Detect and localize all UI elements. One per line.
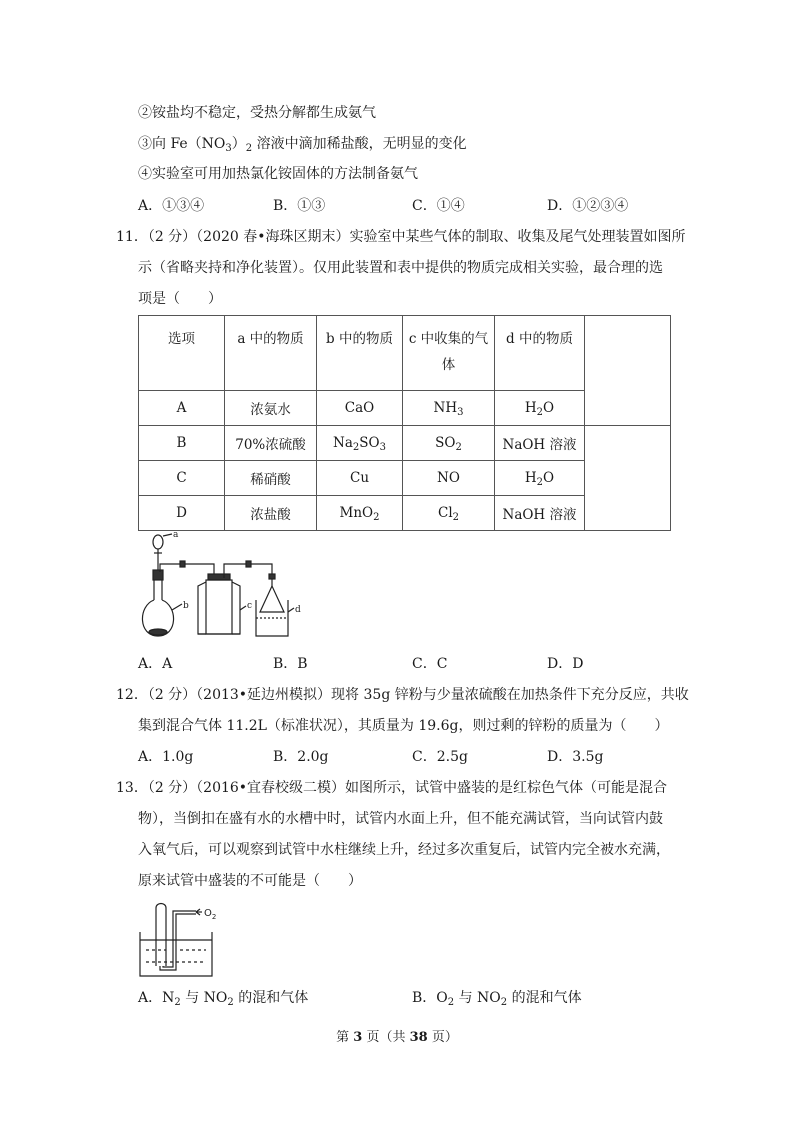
q13-stem-line-2: 物），当倒扣在盛有水的水槽中时，试管内水面上升，但不能充满试管，当向试管内鼓 bbox=[138, 811, 663, 827]
q12-option-b: B．2.0g bbox=[273, 749, 329, 765]
table-cell: 浓盐酸 bbox=[225, 496, 317, 531]
table-cell: 浓氨水 bbox=[225, 391, 317, 426]
q11-option-c: C．C bbox=[412, 656, 448, 672]
table-cell: $H_2O$ bbox=[495, 461, 585, 496]
q11-apparatus-diagram bbox=[136, 528, 316, 644]
table-cell: $H_2O$ bbox=[495, 391, 585, 426]
table-header-row bbox=[139, 316, 671, 391]
page-footer: 第 3 页（共 38 页） bbox=[336, 1030, 458, 1045]
q13-stem-line-1: 13．（2 分）（2016•宜春校级二模）如图所示，试管中盛装的是红棕色气体（可能是混合 bbox=[116, 780, 668, 796]
q11-table bbox=[138, 315, 671, 531]
q12-option-c: C．2.5g bbox=[412, 749, 468, 765]
q10-item-3: ③向 $Fe(NO_3)_2$ 溶液中滴加稀盐酸，无明显的变化 bbox=[138, 136, 467, 154]
q13-option-b: B．$O_2$ 与 $NO_2$ 的混和气体 bbox=[412, 990, 582, 1008]
table-cell: C bbox=[139, 461, 225, 496]
table-cell: NaOH 溶液 bbox=[495, 496, 585, 531]
q10-option-a: A．①③④ bbox=[138, 198, 205, 214]
diagram-label-b: b bbox=[183, 601, 189, 611]
table-cell: MnO$_2$ bbox=[317, 496, 403, 531]
q12-stem-line-2: 集到混合气体 11.2L（标准状况），其质量为 19.6g，则过剩的锌粉的质量为（ ） bbox=[138, 718, 669, 734]
table-cell: $Na_2SO_3$ bbox=[317, 426, 403, 461]
diagram-label-c: c bbox=[247, 601, 253, 611]
table-cell: A bbox=[139, 391, 225, 426]
q13-test-tube-diagram bbox=[136, 900, 236, 980]
q10-item-4: ④实验室可用加热氯化铵固体的方法制备氨气 bbox=[138, 166, 418, 182]
q10-option-d: D．①②③④ bbox=[547, 198, 629, 214]
header-d: d 中的物质 bbox=[495, 316, 585, 391]
table-cell: CaO bbox=[317, 391, 403, 426]
table-cell: B bbox=[139, 426, 225, 461]
q10-item-2: ②铵盐均不稳定，受热分解都生成氨气 bbox=[138, 105, 376, 121]
header-option: 选项 bbox=[139, 316, 225, 391]
q12-option-a: A．1.0g bbox=[138, 749, 194, 765]
q13-stem-line-3: 入氧气后，可以观察到试管中水柱继续上升，经过多次重复后，试管内完全被水充满， bbox=[138, 842, 670, 858]
q11-stem-line-2: 示（省略夹持和净化装置）。仅用此装置和表中提供的物质完成相关实验，最合理的选 bbox=[138, 260, 663, 276]
table-row bbox=[139, 426, 671, 461]
o2-label: $O_2$ bbox=[204, 908, 217, 921]
header-a: a 中的物质 bbox=[225, 316, 317, 391]
table-cell-blank bbox=[585, 426, 671, 531]
q13-stem-line-4: 原来试管中盛装的不可能是（ ） bbox=[138, 873, 362, 889]
table-cell: NaOH 溶液 bbox=[495, 426, 585, 461]
q11-stem-line-1: 11．（2 分）（2020 春•海珠区期末）实验室中某些气体的制取、收集及尾气处理装置如图所 bbox=[116, 229, 686, 245]
table-cell: $NH_3$ bbox=[403, 391, 495, 426]
q12-stem-line-1: 12．（2 分）（2013•延边州模拟）现将 35g 锌粉与少量浓硫酸在加热条件下充分反应，共收 bbox=[116, 687, 689, 703]
table-cell: 稀硝酸 bbox=[225, 461, 317, 496]
diagram-label-d: d bbox=[295, 605, 301, 615]
q11-option-d: D．D bbox=[547, 656, 584, 672]
q11-option-a: A．A bbox=[138, 656, 173, 672]
diagram-label-a: a bbox=[173, 530, 179, 540]
q11-stem-line-3: 项是（ ） bbox=[138, 291, 222, 307]
q11-option-b: B．B bbox=[273, 656, 308, 672]
q13-option-a: A．$N_2$ 与 $NO_2$ 的混和气体 bbox=[138, 990, 309, 1008]
header-blank bbox=[585, 316, 671, 426]
q10-option-b: B．①③ bbox=[273, 198, 326, 214]
table-cell: $Cl_2$ bbox=[403, 496, 495, 531]
header-b: b 中的物质 bbox=[317, 316, 403, 391]
q12-option-d: D．3.5g bbox=[547, 749, 604, 765]
q10-option-c: C．①④ bbox=[412, 198, 465, 214]
table-cell: NO bbox=[403, 461, 495, 496]
table-cell: 70%浓硫酸 bbox=[225, 426, 317, 461]
header-c: c 中收集的气 体 bbox=[403, 316, 495, 391]
table-cell: D bbox=[139, 496, 225, 531]
table-cell: Cu bbox=[317, 461, 403, 496]
table-cell: $SO_2$ bbox=[403, 426, 495, 461]
